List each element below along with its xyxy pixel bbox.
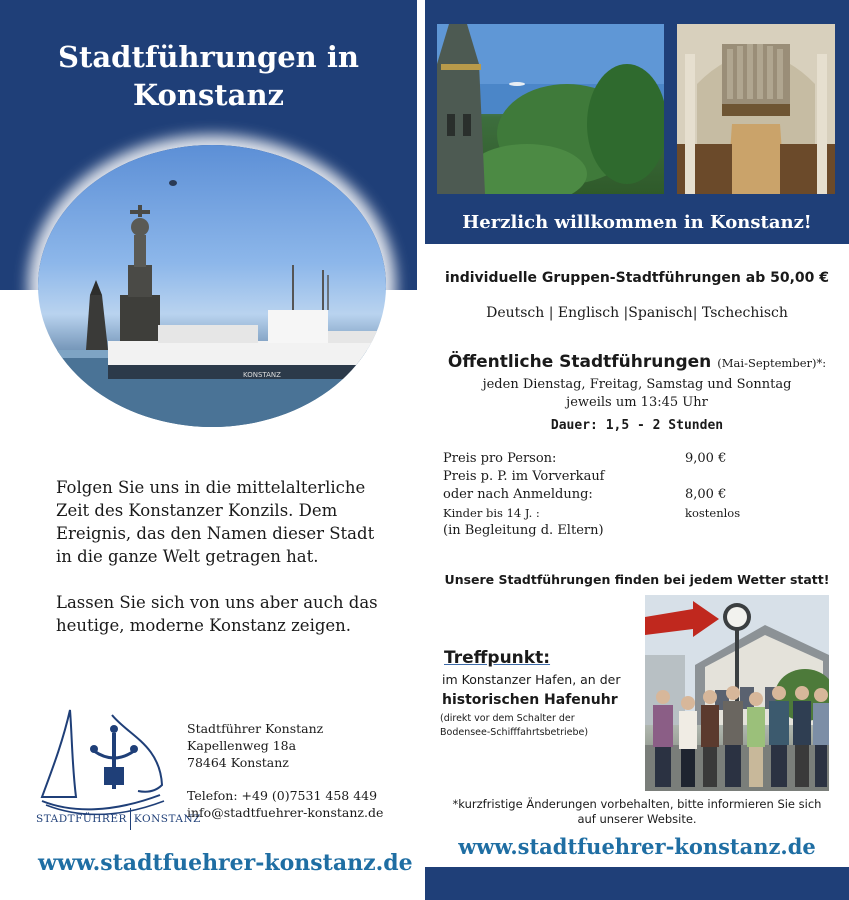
public-tours-season: (Mai-September)*: — [717, 356, 827, 370]
church-interior-illustration — [677, 24, 835, 194]
changes-notice-line-1: *kurzfristige Änderungen vorbehalten, bitte informieren Sie sich — [452, 797, 822, 811]
tour-duration: Dauer: 1,5 - 2 Stunden — [550, 418, 724, 433]
right-footer-band — [425, 867, 849, 900]
address-city: 78464 Konstanz — [187, 755, 289, 770]
price-row — [443, 450, 823, 468]
price-label: oder nach Anmeldung: — [443, 487, 593, 502]
changes-notice-line-2: auf unserer Website. — [577, 812, 697, 826]
guides-group-photo — [645, 595, 829, 791]
public-tours-heading — [425, 352, 849, 372]
price-label: Kinder bis 14 J. : — [443, 506, 540, 520]
meeting-point-details — [440, 712, 588, 740]
address-block — [187, 720, 323, 771]
changes-notice — [425, 797, 849, 827]
logo-separator — [130, 808, 131, 830]
price-table — [443, 450, 823, 540]
price-value: 8,00 € — [685, 487, 727, 502]
price-label: (in Begleitung d. Eltern) — [443, 523, 604, 538]
price-row — [443, 504, 823, 522]
website-link-left[interactable]: www.stadtfuehrer-konstanz.de — [38, 850, 413, 876]
harbor-photo — [38, 145, 386, 427]
price-label: Preis pro Person: — [443, 451, 557, 466]
ship-name-label: KONSTANZ — [243, 371, 281, 379]
meeting-point-line-2: historischen Hafenuhr — [442, 692, 618, 708]
group-photo-illustration — [645, 595, 829, 791]
welcome-heading: Herzlich willkommen in Konstanz! — [462, 212, 812, 233]
lake-tower-photo — [437, 24, 664, 194]
church-organ-photo — [677, 24, 835, 194]
logo-text-right: KONSTANZ — [133, 813, 201, 825]
meeting-point-line-1: im Konstanzer Hafen, an der — [442, 672, 621, 687]
tour-languages: Deutsch | Englisch |Spanisch| Tschechisch — [486, 305, 788, 321]
group-tours-offer: individuelle Gruppen-Stadtführungen ab 50,00 € — [444, 270, 830, 286]
public-tours-days: jeden Dienstag, Freitag, Samstag und Sonntag — [482, 377, 792, 392]
public-tours-schedule — [425, 376, 849, 412]
contact-block — [187, 787, 383, 821]
price-value: kostenlos — [685, 506, 741, 520]
meeting-point-detail-2: Bodensee-Schifffahrtsbetriebe) — [440, 727, 589, 738]
address-street: Kapellenweg 18a — [187, 738, 297, 753]
panel-divider — [417, 0, 425, 900]
price-value: 9,00 € — [685, 451, 727, 466]
contact-phone: Telefon: +49 (0)7531 458 449 — [187, 788, 378, 803]
intro-text — [56, 476, 386, 660]
logo-wordmark — [36, 808, 201, 830]
meeting-point-detail-1: (direkt vor dem Schalter der — [440, 713, 575, 724]
website-link-right[interactable]: www.stadtfuehrer-konstanz.de — [458, 834, 816, 859]
weather-notice: Unsere Stadtführungen finden bei jedem Wetter statt! — [444, 572, 830, 587]
price-label: Preis p. P. im Vorverkauf — [443, 469, 605, 484]
price-row — [443, 486, 823, 504]
price-row — [443, 468, 823, 486]
intro-paragraph-2: Lassen Sie sich von uns aber auch das heutige, moderne Konstanz zeigen. — [56, 593, 378, 635]
price-row — [443, 522, 823, 540]
title-line-2: Konstanz — [132, 78, 285, 112]
contact-email[interactable]: info@stadtfuehrer-konstanz.de — [187, 805, 384, 820]
lake-tower-illustration — [437, 24, 664, 194]
logo-text-left: STADTFÜHRER — [36, 813, 127, 825]
harbor-illustration — [38, 145, 386, 427]
intro-paragraph-1: Folgen Sie uns in die mittelalterliche Zeit des Konstanzer Konzils. Dem Ereignis, das den Namen dieser Stadt in die ganze Welt getragen hat. — [56, 478, 375, 566]
public-tours-time: jeweils um 13:45 Uhr — [566, 395, 708, 410]
public-tours-title: Öffentliche Stadtführungen — [447, 352, 712, 372]
title-line-1: Stadtführungen in — [58, 40, 359, 74]
address-name: Stadtführer Konstanz — [187, 721, 324, 736]
meeting-point-title: Treffpunkt: — [444, 648, 551, 668]
page-title — [0, 38, 417, 114]
